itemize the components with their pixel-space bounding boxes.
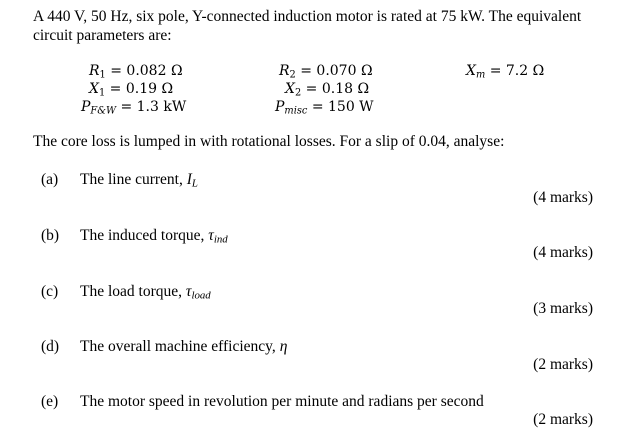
question-label: (e): [41, 393, 59, 410]
intro-line-1: A 440 V, 50 Hz, six pole, Y-connected induction motor is rated at 75 kW. The equivalent: [33, 8, 582, 25]
question-label: (d): [41, 338, 60, 355]
question-text: The induced torque, $\tau_{ind}$: [80, 227, 228, 246]
question-marks: (2 marks): [533, 356, 593, 373]
question-text: The load torque, $\tau_{load}$: [80, 283, 211, 302]
question-marks: (2 marks): [533, 411, 593, 428]
core-loss-text: The core loss is lumped in with rotational losses. For a slip of 0.04, analyse:: [33, 133, 505, 150]
question-marks: (4 marks): [533, 244, 593, 261]
question-label: (c): [41, 283, 59, 300]
param-r2: $R_2 = 0.070$ Ω: [279, 63, 373, 81]
param-pmisc: $P_{misc} = 150$ W: [275, 99, 374, 117]
question-marks: (3 marks): [533, 300, 593, 317]
intro-line-2: circuit parameters are:: [33, 27, 172, 44]
param-x1: $X_1 = 0.19$ Ω: [89, 81, 174, 99]
question-text: The overall machine efficiency, η: [80, 338, 288, 355]
param-r1: $R_1 = 0.082$ Ω: [89, 63, 183, 81]
question-text: The line current, $I_L$: [80, 171, 198, 190]
question-marks: (4 marks): [533, 189, 593, 206]
question-label: (b): [41, 227, 60, 244]
param-xm: $X_m = 7.2$ Ω: [466, 63, 545, 81]
question-label: (a): [41, 171, 59, 188]
param-x2: $X_2 = 0.18$ Ω: [285, 81, 370, 99]
question-text: The motor speed in revolution per minute and radians per second: [80, 393, 484, 410]
param-pfw: $P_{F\&W} = 1.3$ kW: [81, 99, 187, 117]
